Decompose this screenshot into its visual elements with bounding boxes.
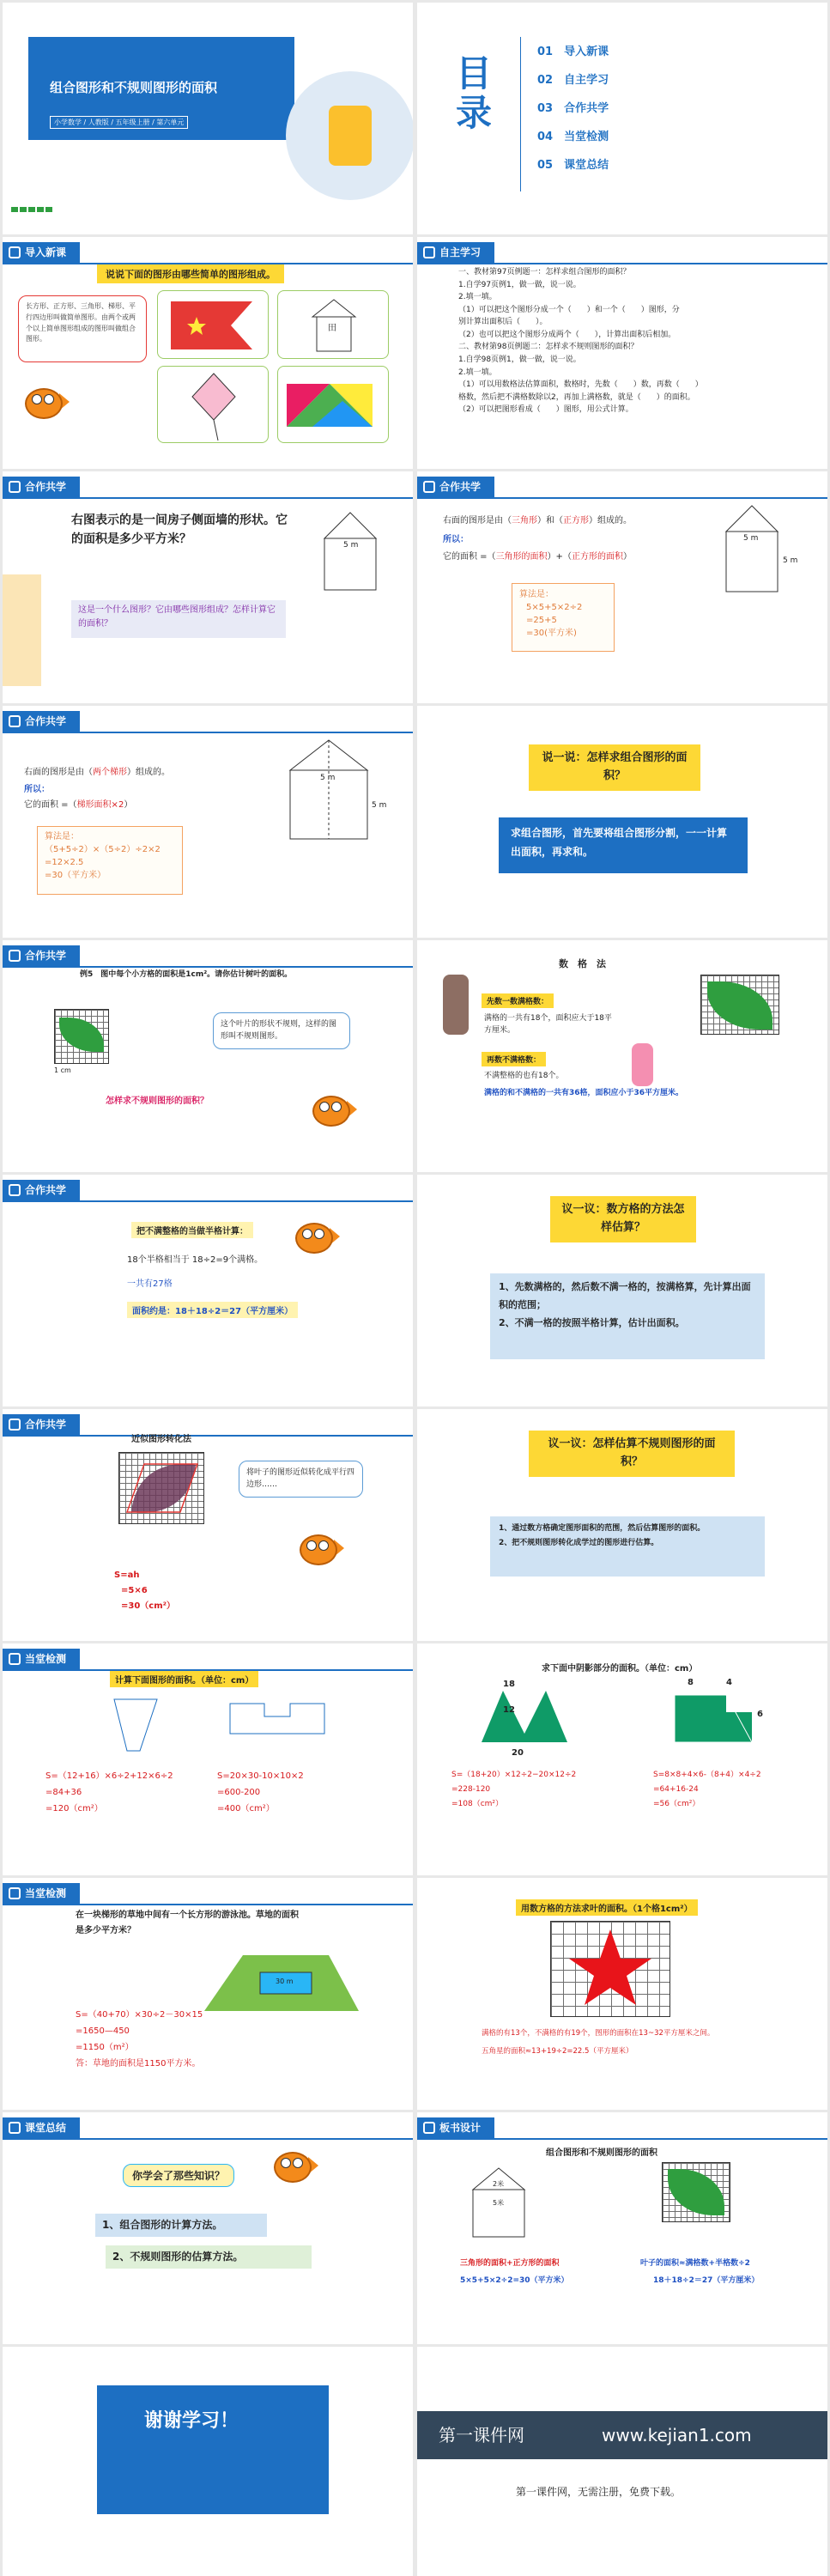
fish-mascot: [269, 2147, 318, 2186]
step2-tag: 再数不满格数：: [482, 1052, 546, 1066]
thanks-title: 谢谢学习！: [144, 2410, 239, 2432]
figure-b: [221, 1695, 342, 1738]
book-icon: [423, 481, 435, 493]
slide-leaf-example: [3, 940, 413, 1172]
book-icon: [9, 2122, 21, 2134]
cover-subtitle: 小学数学 / 人教版 / 五年级上册 / 第六单元: [50, 116, 188, 129]
book-icon: [9, 715, 21, 727]
slide-header: 合作共学: [3, 477, 413, 499]
slide-discuss-grid: [417, 1175, 827, 1406]
dim-mid: 5米: [493, 2199, 505, 2207]
slide-test-1: [3, 1643, 413, 1875]
slide-board: [417, 2112, 827, 2344]
test-banner: 计算下面图形的面积。（单位：cm）: [110, 1671, 258, 1687]
slide-header: 合作共学: [3, 711, 413, 733]
dim-18: 18: [503, 1680, 515, 1689]
definition-bubble: 长方形、正方形、三角形、梯形、平行四边形叫做简单图形。由两个或两个以上简单图形组成的图形叫做组合图形。: [18, 295, 147, 362]
slide-test-3: [3, 1878, 413, 2110]
pool-label: 30 m: [276, 1978, 294, 1985]
house-figure: [709, 497, 803, 600]
house-figure: [277, 290, 389, 359]
fish-mascot: [307, 1091, 357, 1130]
slide-discuss-composite: [417, 706, 827, 938]
slide-approximation: [3, 1409, 413, 1641]
house-figure: [277, 732, 389, 852]
step2-text: 不满整格的也有18个。: [484, 1072, 564, 1080]
board-right1: 叶子的面积≈满格数+半格数÷2: [640, 2259, 750, 2268]
slide-brand: [417, 2347, 827, 2576]
irregular-question: 怎样求不规则图形的面积？: [106, 1097, 209, 1106]
book-icon: [9, 1653, 21, 1665]
discuss-title: 议一议：怎样估算不规则图形的面积？: [529, 1431, 735, 1477]
slide-house-solution: [417, 471, 827, 703]
summary-item-2: 2、不规则图形的估算方法。: [106, 2245, 312, 2269]
book-icon: [9, 481, 21, 493]
fish-mascot: [294, 1529, 344, 1569]
slide-header: 当堂检测: [3, 1649, 413, 1671]
slide-header: 合作共学: [3, 1180, 413, 1202]
calc-b: S=8×8+4×6-（8+4）×4÷2 =64+16-24 =56（cm²）: [653, 1771, 761, 1809]
book-icon: [9, 1419, 21, 1431]
board-left1: 三角形的面积+正方形的面积: [460, 2259, 560, 2268]
toc-divider: [520, 37, 521, 191]
thanks-panel: [97, 2385, 329, 2514]
dim-top: 5 m: [320, 774, 336, 782]
test-title: 求下面中阴影部分的面积。（单位：cm）: [542, 1664, 698, 1674]
composition-line: 右面的图形是由（三角形）和（正方形）组成的。: [443, 516, 632, 526]
dim-top: 2米: [493, 2180, 505, 2188]
slide-counting: [417, 940, 827, 1172]
dim-6: 6: [757, 1710, 763, 1719]
slide-header: 自主学习: [417, 242, 827, 264]
house-wall-figure: [307, 504, 393, 598]
cover-title: 组合图形和不规则图形的面积: [50, 80, 218, 95]
calc-a: S=（12+16）×6÷2+12×6÷2 =84+36 =120（cm²）: [45, 1771, 173, 1814]
calc-b: S=20×30-10×10×2 =600-200 =400（cm²）: [217, 1771, 304, 1814]
slide-self-study: [417, 237, 827, 469]
thinking-bubble: 这是一个什么图形？它由哪些图形组成？怎样计算它的面积？: [71, 600, 286, 638]
test-question: 在一块梯形的草地中间有一个长方形的游泳池。草地的面积是多少平方米？: [76, 1911, 299, 1935]
irregular-bubble: 这个叶片的形状不规则，这样的图形叫不规则图形。: [213, 1012, 350, 1049]
parallelogram-overlay: [118, 1452, 204, 1524]
slide-test-4: [417, 1878, 827, 2110]
summary-item-1: 1、组合图形的计算方法。: [95, 2214, 267, 2237]
calc: S=（40+70）×30÷2－30×15 =1650—450 =1150（m²） 答：草地的面积是1150平方米。: [76, 2010, 203, 2069]
toc-item-4[interactable]: 04 当堂检测: [537, 131, 609, 143]
star-text1: 满格的有13个，不满格的有19个，图形的面积在13~32平方厘米之间。: [482, 2029, 715, 2038]
slide-header: 合作共学: [417, 477, 827, 499]
star-shape: [550, 1921, 670, 2017]
star-text2: 五角星的面积≈13+19÷2=22.5（平方厘米）: [482, 2047, 633, 2056]
self-study-text: 一、教材第97页例题一：怎样求组合图形的面积？ 1.自学97页例1，做一做，说一说。 2.填一填。 （1）可以把这个图形分成一个（ ）和一个（ ）图形，分 别计算出面积后（ ）。 （2）也可以把这个图形分成两个（ ），计算出面积后相加。 二、教材第98页例题二：怎样求不规则图形的面积？ 1.自学98页例1，做一做，说一说。 2.填一填。 （1）可以用数格法估算面积，数格时，先数（ ）数，再数（ ） 格数，然后把不满格数除以2，再加上满格数，就是（ ）的面积。 （2）可以把图形看成（ ）图形，用公式计算。: [458, 268, 703, 415]
decor-dots: [11, 207, 54, 212]
step1-tag: 先数一数满格数：: [482, 993, 554, 1008]
toc-slide: [417, 3, 827, 234]
house-label: 田: [328, 324, 336, 333]
unit-label: 1 cm: [54, 1066, 71, 1074]
shaded-squares: [666, 1686, 760, 1747]
slide-header: 合作共学: [3, 1414, 413, 1437]
book-icon: [423, 246, 435, 258]
discuss-title: 议一议：数方格的方法怎样估算？: [550, 1196, 696, 1242]
discuss-answer: 求组合图形，首先要将组合图形分割，一一计算出面积，再求和。: [499, 817, 748, 873]
half-grid-line2: 一共有27格: [127, 1279, 173, 1289]
summary-question: 你学会了那些知识？: [123, 2164, 234, 2187]
dim-side: 5 m: [783, 556, 798, 565]
toc-item-1[interactable]: 01 导入新课: [537, 46, 609, 58]
house-question: 右图表示的是一间房子侧面墙的形状。它的面积是多少平方米？: [71, 513, 288, 547]
calc-box: 算法是： 5×5+5×2÷2 =25+5 =30(平方米): [512, 583, 615, 652]
dim-side: 5 m: [372, 801, 387, 810]
toc-item-3[interactable]: 03 合作共学: [537, 102, 609, 115]
approx-bubble: 将叶子的图形近似转化成平行四边形……: [239, 1461, 363, 1498]
star-banner: 用数方格的方法求叶的面积。（1个格1cm²）: [516, 1899, 698, 1916]
book-icon: [9, 1887, 21, 1899]
toc-item-5[interactable]: 05 课堂总结: [537, 159, 609, 172]
slide-header: 板书设计: [417, 2117, 827, 2140]
fish-mascot: [290, 1218, 340, 1257]
step3-text: 满格的和不满格的一共有36格，面积应小于36平方厘米。: [484, 1089, 684, 1097]
discuss-answer: 1、先数满格的，然后数不满一格的，按满格算，先计算出面积的范围； 2、不满一格的按照半格计算，估计出面积。: [490, 1273, 765, 1359]
so-label: 所以：: [443, 535, 469, 544]
area-line: 它的面积 =（三角形的面积）+（正方形的面积）: [443, 552, 632, 562]
slide-discuss-estimate: [417, 1409, 827, 1641]
figure-a: [106, 1691, 166, 1759]
slide-house-question: [3, 471, 413, 703]
calc-a: S=（18+20）×12÷2−20×12÷2 =228-120 =108（cm²）: [451, 1771, 577, 1809]
girl-illustration: [632, 1043, 653, 1086]
toc-title: 目录: [456, 52, 493, 135]
board-right2: 18＋18÷2＝27（平方厘米）: [653, 2276, 760, 2285]
brand-note: 第一课件网，无需注册，免费下载。: [516, 2486, 682, 2498]
discuss-answer: 1、通过数方格确定图形面积的范围，然后估算图形的面积。 2、把不规则图形转化成学过的图形进行估算。: [490, 1516, 765, 1577]
board-left2: 5×5+5×2÷2=30（平方米）: [460, 2276, 569, 2285]
slide-header: 导入新课: [3, 242, 413, 264]
slide-thanks: [3, 2347, 413, 2576]
dim-12: 12: [503, 1705, 515, 1715]
half-grid-line1: 18个半格相当于 18÷2=9个满格。: [127, 1255, 264, 1265]
book-icon: [423, 2122, 435, 2134]
flag-figure: [157, 290, 269, 359]
toc-item-2[interactable]: 02 自主学习: [537, 74, 609, 87]
book-icon: [9, 950, 21, 962]
book-icon: [9, 1184, 21, 1196]
slide-intro: [3, 237, 413, 469]
slide-header: 当堂检测: [3, 1883, 413, 1905]
half-grid-tag: 把不满整格的当做半格计算：: [131, 1222, 253, 1238]
slide-summary: [3, 2112, 413, 2344]
shaded-trapezoid: [477, 1682, 572, 1751]
kite-figure: [157, 366, 269, 443]
area-line: 它的面积 =（梯形面积×2）: [24, 800, 133, 810]
teacher-illustration: [443, 975, 469, 1035]
dim-4: 4: [726, 1678, 732, 1687]
half-grid-result: 面积约是：18＋18÷2＝27（平方厘米）: [127, 1302, 298, 1318]
composition-line: 右面的图形是由（两个梯形）组成的。: [24, 768, 170, 777]
slide-header: 合作共学: [3, 945, 413, 968]
step1-text: 满格的一共有18个，面积应大于18平方厘米。: [484, 1014, 612, 1035]
cover-slide: [3, 3, 413, 234]
counting-title: 数 格 法: [559, 958, 606, 969]
dim-20: 20: [512, 1748, 524, 1758]
calc-box: 算法是： （5+5÷2）×（5÷2）÷2×2 =12×2.5 =30（平方米）: [37, 826, 183, 895]
brand-url[interactable]: www.kejian1.com: [602, 2425, 752, 2445]
slide-half-grid: [3, 1175, 413, 1406]
brand-name: 第一课件网: [439, 2425, 524, 2445]
book-icon: [9, 246, 21, 258]
dim-top: 5 m: [343, 541, 359, 550]
slide-test-2: [417, 1643, 827, 1875]
fish-mascot: [20, 383, 70, 422]
approx-formula: S=ah =5×6 =30（cm²）: [114, 1571, 176, 1611]
example-text: 例5 图中每个小方格的面积是1cm²。请你估计树叶的面积。: [80, 970, 293, 979]
slide-header: 课堂总结: [3, 2117, 413, 2140]
dim-top: 5 m: [743, 534, 759, 543]
so-label: 所以：: [24, 785, 50, 794]
approx-title: 近似图形转化法: [131, 1435, 191, 1444]
child-illustration: [329, 106, 372, 166]
tangram-figure: [277, 366, 389, 443]
slide-trapezoid-solution: [3, 706, 413, 938]
discuss-title: 说一说：怎样求组合图形的面积？: [529, 744, 700, 791]
children-illustration: [3, 574, 41, 686]
intro-banner: 说说下面的图形由哪些简单的图形组成。: [97, 264, 284, 283]
dim-8: 8: [688, 1678, 694, 1687]
board-title: 组合图形和不规则图形的面积: [546, 2148, 657, 2158]
